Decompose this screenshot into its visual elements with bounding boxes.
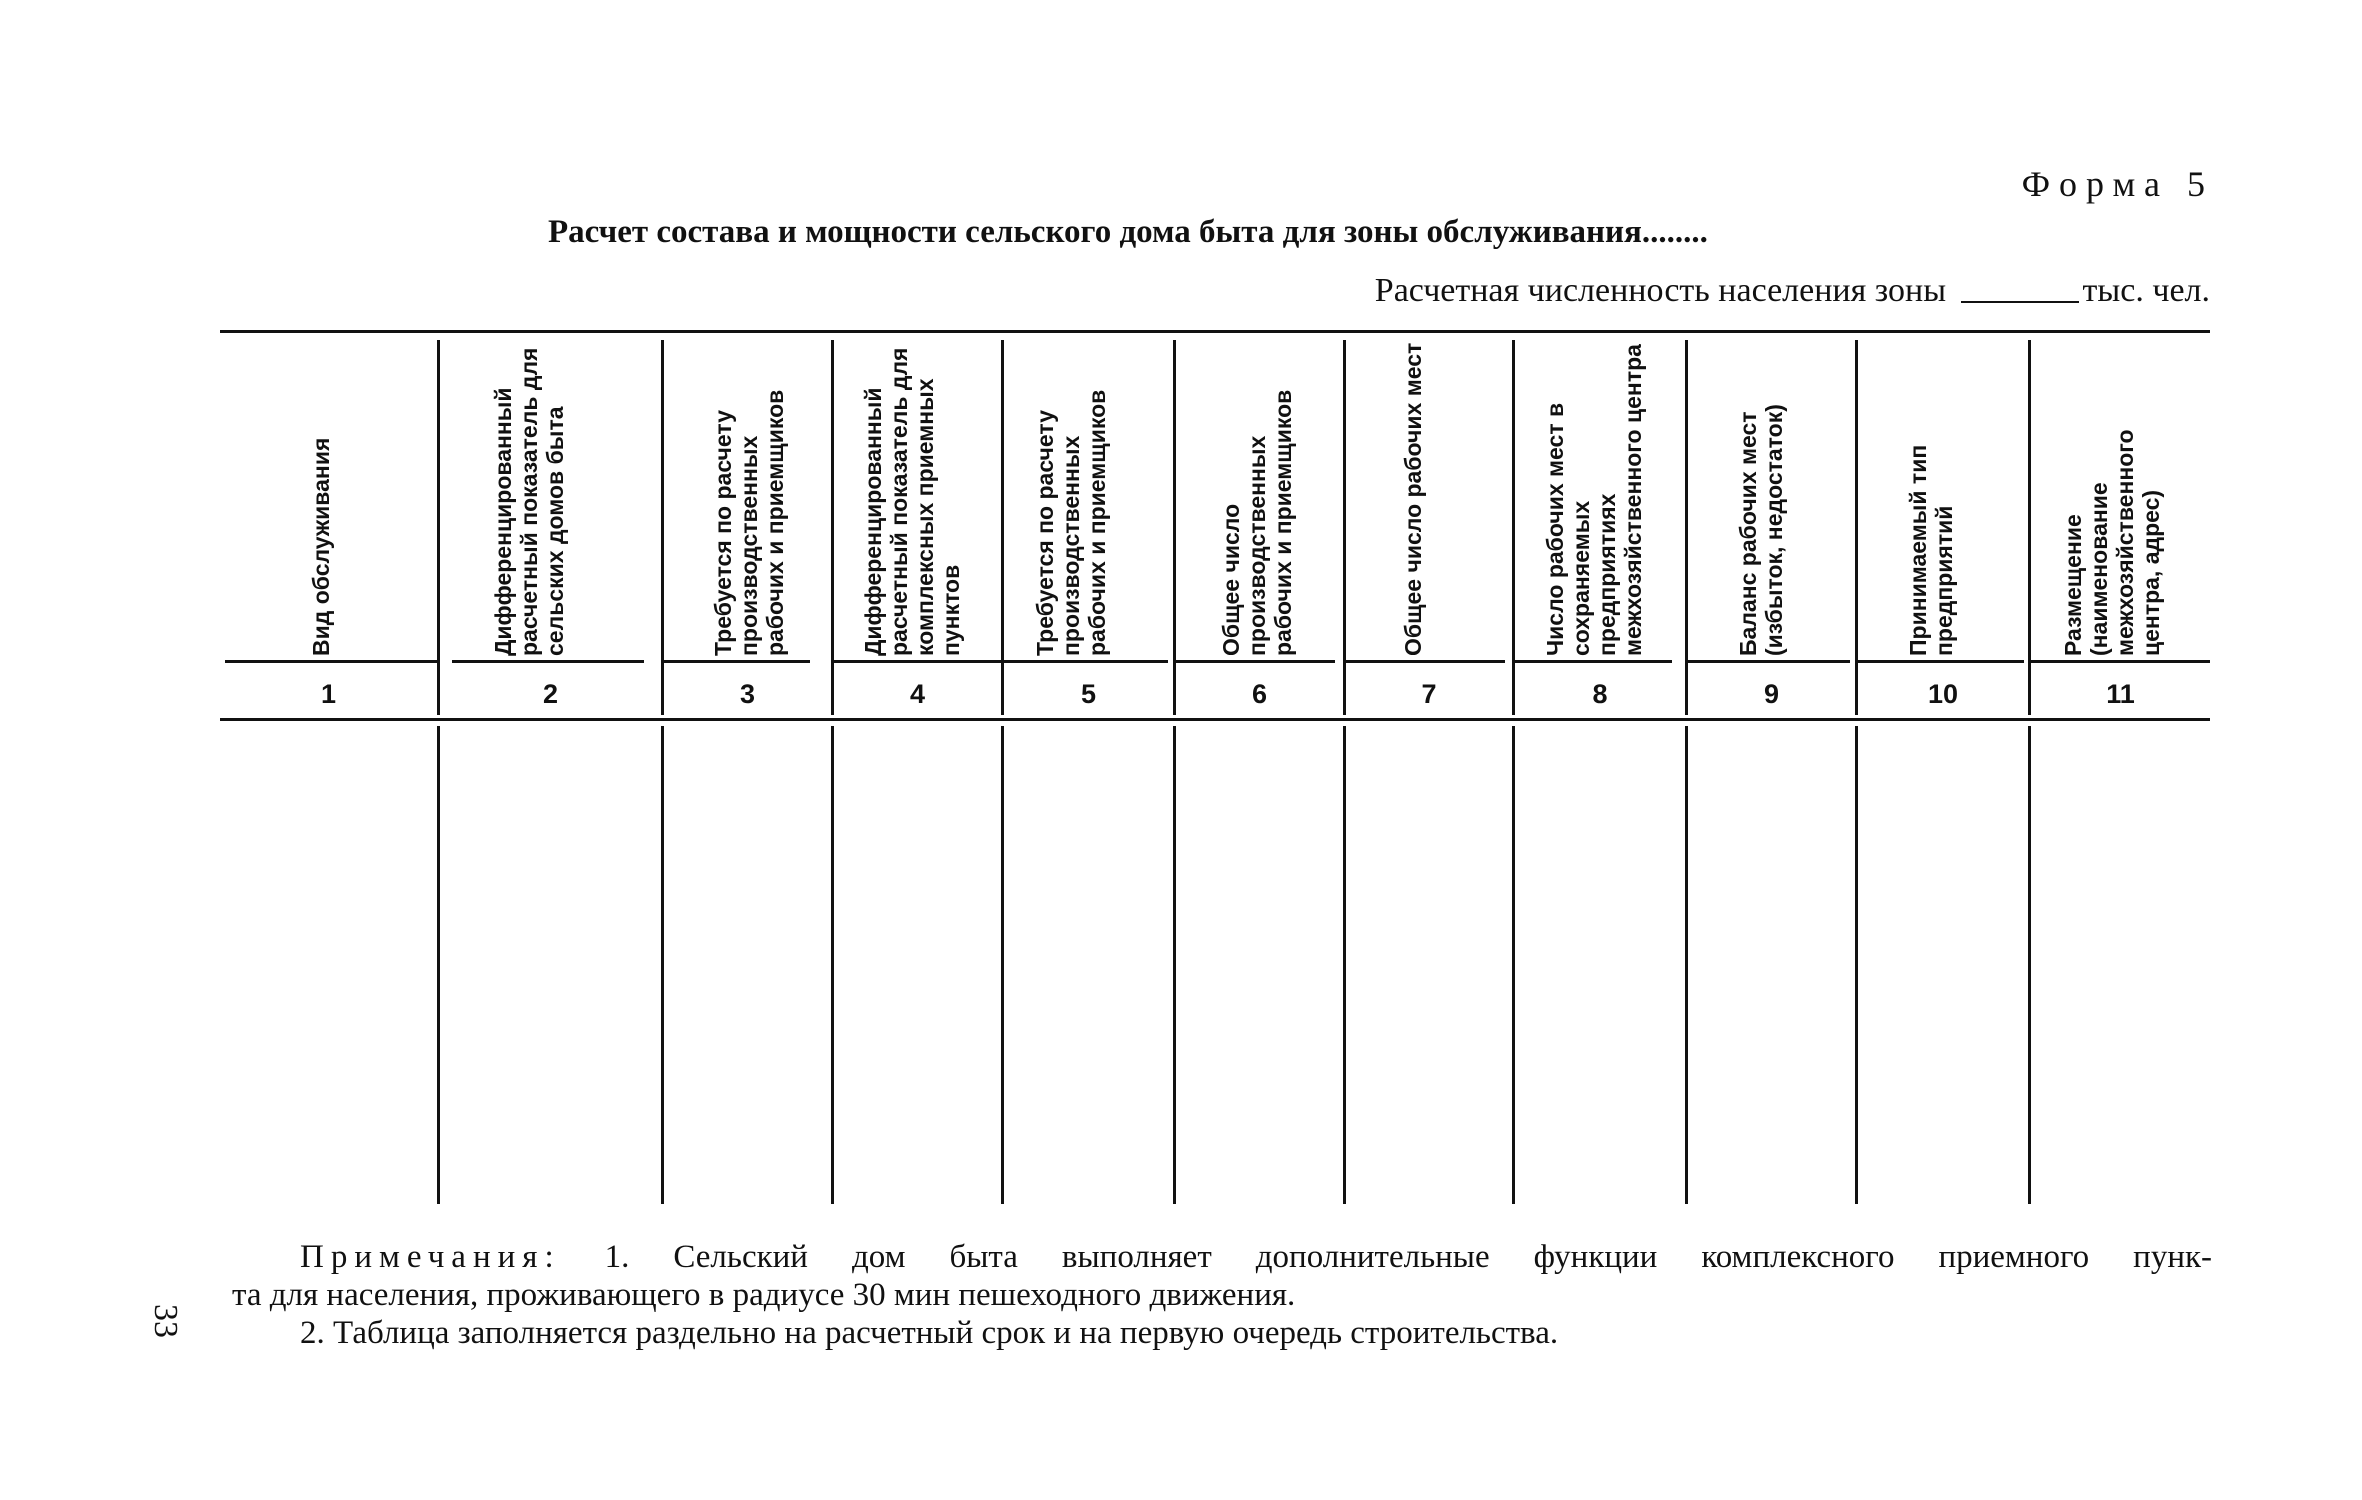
- header-rule-10: [1856, 660, 2024, 663]
- header-divider-7: [1512, 340, 1515, 715]
- header-rule-11: [2030, 660, 2210, 663]
- column-header-4: [860, 340, 990, 656]
- body-divider-6: [1343, 726, 1346, 1204]
- calculation-table: [220, 330, 2210, 1204]
- header-rule-8: [1512, 660, 1672, 663]
- column-header-text: Принимаемый тип предприятий: [1905, 444, 1957, 656]
- column-number-5: 5: [1080, 679, 1097, 709]
- column-number-3: 3: [739, 679, 756, 709]
- body-divider-10: [2028, 726, 2031, 1204]
- body-divider-4: [1001, 726, 1004, 1204]
- table-number-rule: [220, 718, 2210, 721]
- header-rule-5: [1002, 660, 1168, 663]
- column-header-text: Число рабочих мест в сохраняемых предприятиях межхозяйственного центра: [1542, 344, 1646, 656]
- population-line: [1375, 272, 2210, 310]
- header-divider-2: [661, 340, 664, 715]
- column-number-9: 9: [1763, 679, 1780, 709]
- header-divider-3: [831, 340, 834, 715]
- column-header-3: [710, 340, 810, 656]
- note-line-1: [232, 1238, 2212, 1276]
- column-header-9: [1735, 340, 1805, 656]
- header-divider-5: [1173, 340, 1176, 715]
- table-top-rule: [220, 330, 2210, 333]
- column-number-1: 1: [320, 679, 337, 709]
- column-header-text: Дифференцированный расчетный показатель для сельских домов быта: [490, 347, 568, 656]
- header-divider-9: [1855, 340, 1858, 715]
- column-number-11: 11: [2106, 679, 2135, 709]
- notes-heading: Примечания:: [300, 1239, 561, 1275]
- body-divider-2: [661, 726, 664, 1204]
- column-header-6: [1218, 340, 1318, 656]
- column-header-text: Размещение (наименование межхозяйственного центра, адрес): [2060, 429, 2164, 656]
- notes: [232, 1238, 2212, 1352]
- column-number-8: 8: [1592, 679, 1608, 709]
- column-header-text: Общее число рабочих мест: [1400, 342, 1426, 656]
- body-divider-1: [437, 726, 440, 1204]
- body-divider-5: [1173, 726, 1176, 1204]
- note-line-2: та для населения, проживающего в радиусе 30 мин пешеходного движения.: [232, 1277, 1296, 1313]
- page-title: Расчет состава и мощности сельского дома быта для зоны обслуживания........: [548, 214, 1708, 250]
- population-blank: [1961, 279, 2079, 303]
- population-unit: тыс. чел.: [2082, 272, 2210, 309]
- note-line-3: 2. Таблица заполняется раздельно на расчетный срок и на первую очередь строительства.: [300, 1315, 1559, 1351]
- header-rule-4: [832, 660, 1002, 663]
- column-header-text: Требуется по расчету производственных рабочих и приемщиков: [710, 389, 788, 656]
- column-header-text: Дифференцированный расчетный показатель для комплексных приемных пунктов: [860, 347, 964, 656]
- header-divider-8: [1685, 340, 1688, 715]
- form-label: Форма 5: [2021, 164, 2214, 204]
- population-label: Расчетная численность населения зоны: [1374, 272, 1947, 309]
- column-header-text: Вид обслуживания: [308, 437, 334, 656]
- column-header-11: [2060, 340, 2190, 656]
- column-header-2: [490, 340, 600, 656]
- column-header-text: Баланс рабочих мест (избыток, недостаток): [1735, 404, 1787, 656]
- column-number-2: 2: [542, 679, 559, 709]
- body-divider-8: [1685, 726, 1688, 1204]
- header-divider-10: [2028, 340, 2031, 715]
- note-text-1: 1. Сельский дом быта выполняет дополнительные функции комплексного приемного пунк-: [604, 1239, 2212, 1275]
- header-rule-1: [225, 660, 437, 663]
- body-divider-9: [1855, 726, 1858, 1204]
- column-number-6: 6: [1251, 679, 1268, 709]
- body-divider-3: [831, 726, 834, 1204]
- body-divider-7: [1512, 726, 1515, 1204]
- column-header-5: [1032, 340, 1162, 656]
- header-rule-6: [1175, 660, 1335, 663]
- column-header-7: [1400, 340, 1470, 656]
- header-divider-1: [437, 340, 440, 715]
- column-number-7: 7: [1421, 679, 1437, 709]
- column-number-10: 10: [1927, 679, 1959, 709]
- header-divider-4: [1001, 340, 1004, 715]
- column-header-text: Требуется по расчету производственных рабочих и приемщиков: [1032, 389, 1110, 656]
- page-number: 33: [147, 1304, 184, 1338]
- column-header-8: [1542, 340, 1672, 656]
- header-rule-7: [1345, 660, 1505, 663]
- column-number-4: 4: [909, 679, 926, 709]
- header-rule-3: [662, 660, 810, 663]
- header-rule-9: [1686, 660, 1850, 663]
- header-rule-2: [452, 660, 644, 663]
- column-header-text: Общее число производственных рабочих и приемщиков: [1218, 389, 1296, 656]
- header-divider-6: [1343, 340, 1346, 715]
- column-header-10: [1905, 340, 1975, 656]
- column-header-1: [308, 340, 344, 656]
